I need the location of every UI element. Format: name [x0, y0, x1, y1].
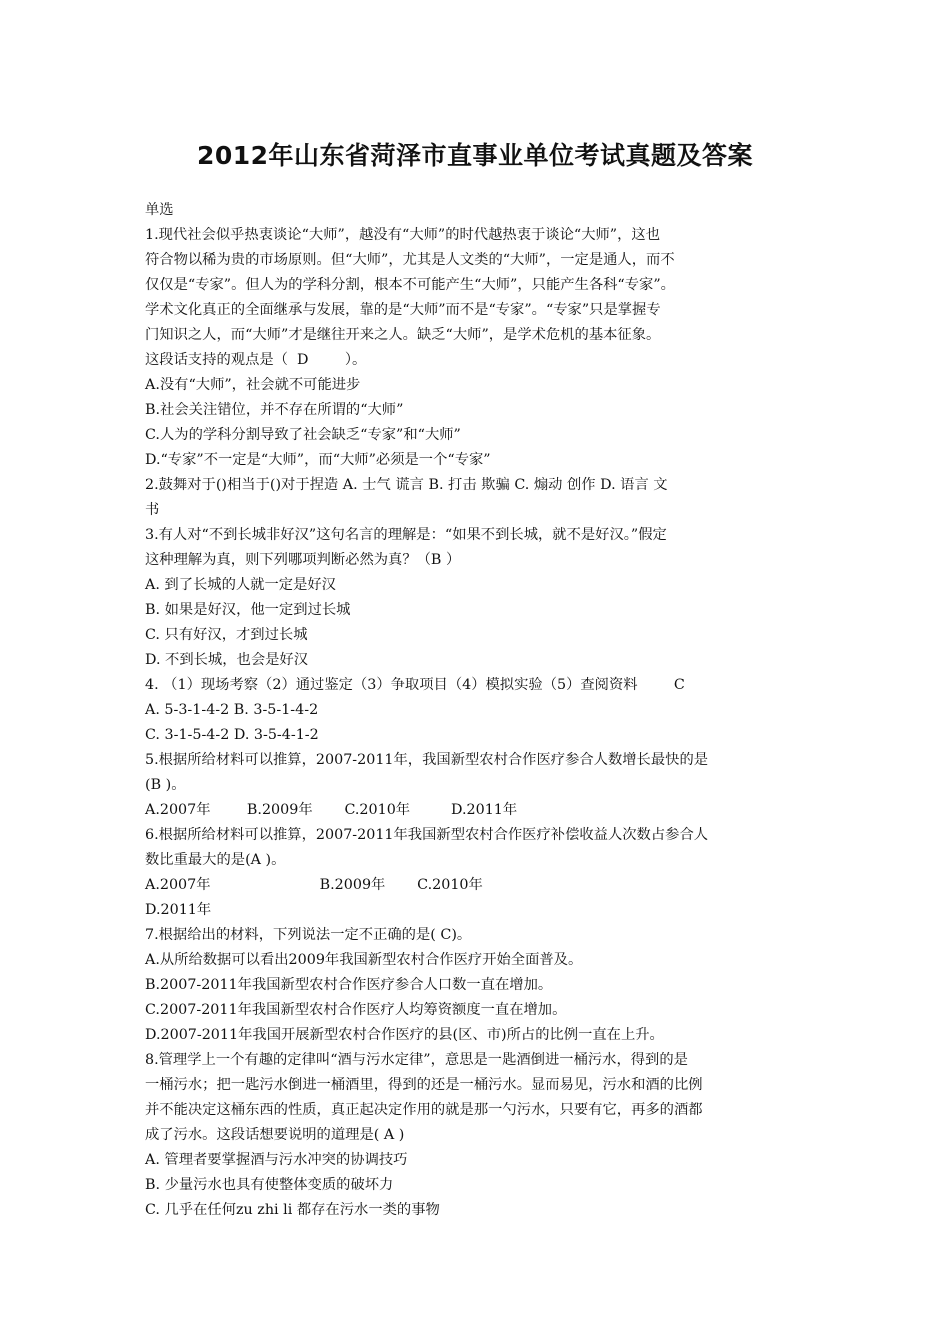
- option-line: A. 管理者要掌握酒与污水冲突的协调技巧: [145, 1152, 408, 1168]
- option-line: C. 只有好汉，才到过长城: [145, 627, 308, 643]
- text-line: 6.根据所给材料可以推算，2007-2011年我国新型农村合作医疗补偿收益人次数占参合人: [145, 827, 709, 843]
- text-line: 这种理解为真，则下列哪项判断必然为真？（B ）: [145, 552, 461, 568]
- document-title: 2012年山东省菏泽市直事业单位考试真题及答案: [196, 141, 754, 170]
- option-line: A.从所给数据可以看出2009年我国新型农村合作医疗开始全面普及。: [145, 952, 583, 968]
- option-line: B.2007-2011年我国新型农村合作医疗参合人口数一直在增加。: [145, 977, 553, 993]
- text-line: 学术文化真正的全面继承与发展，靠的是“大师”而不是“专家”。“专家”只是掌握专: [145, 302, 661, 318]
- document-body: [145, 198, 815, 1223]
- option-line: B. 少量污水也具有使整体变质的破坏力: [145, 1177, 394, 1193]
- text-line: 仅仅是“专家”。但人为的学科分割，根本不可能产生“大师”，只能产生各科“专家”。: [145, 277, 675, 293]
- option-line: D. 不到长城，也会是好汉: [145, 652, 309, 668]
- option-line: B. 如果是好汉，他一定到过长城: [145, 602, 351, 618]
- option-line: A.2007年 B.2009年 C.2010年 D.2011年: [145, 802, 518, 818]
- text-line: 1.现代社会似乎热衷谈论“大师”，越没有“大师”的时代越热衷于谈论“大师”，这也: [145, 227, 660, 243]
- text-line: 门知识之人，而“大师”才是继往开来之人。缺乏“大师”，是学术危机的基本征象。: [145, 327, 661, 343]
- option-line: D.“专家”不一定是“大师”，而“大师”必须是一个“专家”: [145, 452, 491, 468]
- text-line: 数比重最大的是(A )。: [145, 852, 286, 868]
- option-line: B.社会关注错位，并不存在所谓的“大师”: [145, 402, 404, 418]
- text-line: 成了污水。这段话想要说明的道理是( A ): [145, 1127, 405, 1143]
- option-line: C.人为的学科分割导致了社会缺乏“专家”和“大师”: [145, 427, 461, 443]
- text-line: 8.管理学上一个有趣的定律叫“酒与污水定律”，意思是一匙酒倒进一桶污水，得到的是: [145, 1052, 688, 1068]
- option-line: C.2007-2011年我国新型农村合作医疗人均筹资额度一直在增加。: [145, 1002, 567, 1018]
- text-line: 一桶污水；把一匙污水倒进一桶酒里，得到的还是一桶污水。显而易见，污水和酒的比例: [145, 1077, 703, 1093]
- option-line: D.2007-2011年我国开展新型农村合作医疗的县(区、市)所占的比例一直在上升。: [145, 1027, 664, 1043]
- option-line: A.2007年 B.2009年 C.2010年: [145, 877, 483, 893]
- option-line: D.2011年: [145, 902, 212, 918]
- option-line: C. 几乎在任何zu zhi li 都存在污水一类的事物: [145, 1202, 440, 1218]
- text-line: 书: [145, 502, 160, 518]
- option-line: A. 到了长城的人就一定是好汉: [145, 577, 336, 593]
- section-label: 单选: [145, 202, 174, 218]
- text-line: 3.有人对“不到长城非好汉”这句名言的理解是：“如果不到长城，就不是好汉。”假定: [145, 527, 667, 543]
- text-line: 并不能决定这桶东西的性质，真正起决定作用的就是那一勺污水，只要有它，再多的酒都: [145, 1102, 703, 1118]
- text-line: 2.鼓舞对于()相当于()对于捏造 A. 士气 谎言 B. 打击 欺骗 C. 煽动 创作 D. 语言 文: [145, 477, 668, 493]
- text-line: 4. （1）现场考察（2）通过鉴定（3）争取项目（4）模拟实验（5）查阅资料 C: [145, 677, 685, 693]
- option-line: A.没有“大师”，社会就不可能进步: [145, 377, 361, 393]
- text-line: 5.根据所给材料可以推算，2007-2011年，我国新型农村合作医疗参合人数增长最快的是: [145, 752, 709, 768]
- option-line: A. 5-3-1-4-2 B. 3-5-1-4-2: [145, 702, 319, 718]
- option-line: C. 3-1-5-4-2 D. 3-5-4-1-2: [145, 727, 319, 743]
- text-line: (B )。: [145, 777, 186, 793]
- text-line: 符合物以稀为贵的市场原则。但“大师”，尤其是人文类的“大师”，一定是通人，而不: [145, 252, 675, 268]
- text-line: 这段话支持的观点是（ D ）。: [145, 352, 367, 368]
- text-line: 7.根据给出的材料，下列说法一定不正确的是( C)。: [145, 927, 472, 943]
